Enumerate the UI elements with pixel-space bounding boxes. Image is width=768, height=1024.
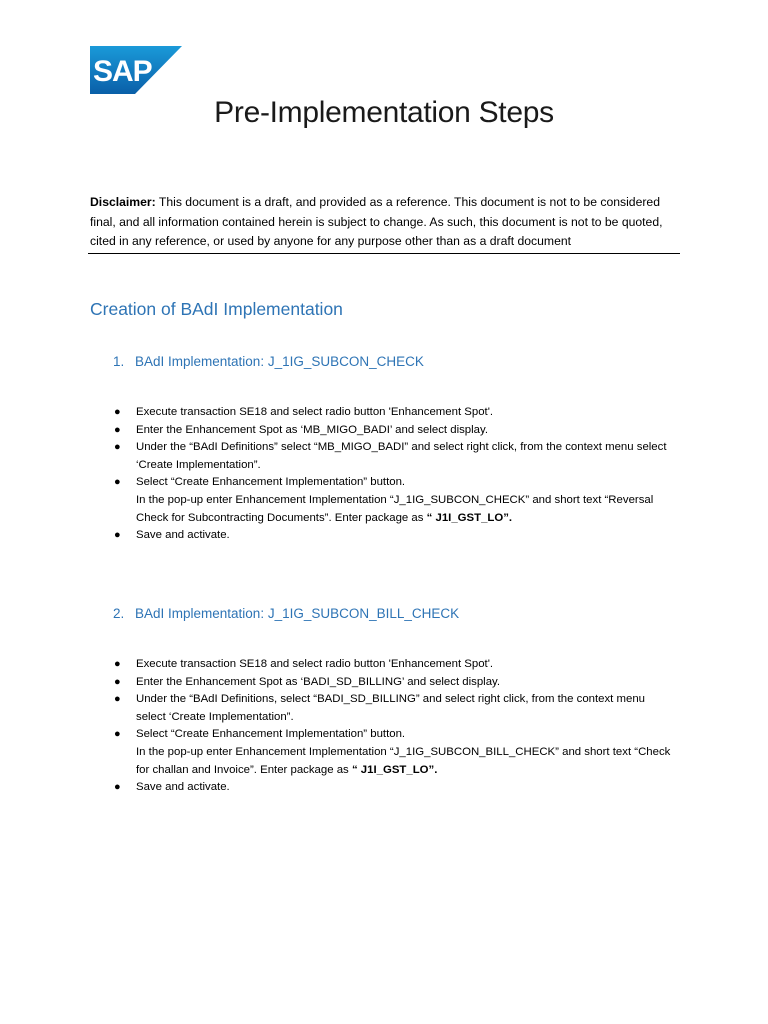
list-item xyxy=(112,404,672,422)
subsection-1-bullet-list xyxy=(112,404,672,545)
sap-logo-text: SAP xyxy=(93,55,152,88)
section-heading: Creation of BAdI Implementation xyxy=(90,299,343,319)
list-item xyxy=(112,691,672,726)
subsection-1-title: BAdI Implementation: J_1IG_SUBCON_CHECK xyxy=(135,354,424,369)
list-item-text: In the pop-up enter Enhancement Implementation “J_1IG_SUBCON_BILL_CHECK” and short text “Check for challan and Invoice”. Enter package as xyxy=(136,745,671,776)
divider-rule xyxy=(88,253,680,254)
bullet-icon: ● xyxy=(114,728,121,741)
subsection-1-heading xyxy=(113,354,424,369)
subsection-2-bullet-list xyxy=(112,656,672,797)
list-item xyxy=(112,439,672,474)
list-item-text: Select “Create Enhancement Implementation” button. xyxy=(136,476,406,489)
list-item xyxy=(112,527,672,545)
list-item-text: Execute transaction SE18 and select radio button 'Enhancement Spot'. xyxy=(136,658,494,670)
list-item-text: In the pop-up enter Enhancement Implementation “J_1IG_SUBCON_CHECK” and short text “Reversal Check for Subcontracting Documents”. Enter package as xyxy=(136,493,654,524)
bullet-icon: ● xyxy=(114,658,121,670)
list-item-text: Execute transaction SE18 and select radio button 'Enhancement Spot'. xyxy=(136,406,494,418)
list-item xyxy=(112,422,672,440)
package-name: “ J1I_GST_LO”. xyxy=(351,763,438,776)
disclaimer-text: This document is a draft, and provided as a reference. This document is not to be considered final, and all information contained herein is subject to change. As such, this document is not to be quoted, cited in any reference, or used by anyone for any purpose other than as a draft document xyxy=(90,195,663,248)
list-item-text: Enter the Enhancement Spot as ‘BADI_SD_BILLING’ and select display. xyxy=(136,675,501,688)
list-item xyxy=(112,656,672,674)
bullet-icon: ● xyxy=(114,675,121,688)
list-item-text: Select “Create Enhancement Implementation” button. xyxy=(136,728,406,741)
package-name: “ J1I_GST_LO”. xyxy=(426,511,513,524)
svg-text:®: ® xyxy=(146,86,152,93)
sap-logo xyxy=(90,46,182,94)
list-item-text: Save and activate. xyxy=(136,781,230,794)
list-item-text: Enter the Enhancement Spot as ‘MB_MIGO_BADI’ and select display. xyxy=(136,423,489,436)
bullet-icon: ● xyxy=(114,693,121,706)
list-item xyxy=(112,674,672,692)
disclaimer-paragraph xyxy=(90,193,682,252)
list-item-text: Under the “BAdI Definitions” select “MB_MIGO_BADI” and select right click, from the context menu select ‘Create Implementation”. xyxy=(136,441,667,471)
subsection-1-number: 1. xyxy=(113,354,125,369)
list-item xyxy=(112,474,672,527)
bullet-icon: ● xyxy=(114,476,121,489)
page-title: Pre-Implementation Steps xyxy=(214,96,554,129)
list-item xyxy=(112,779,672,797)
subsection-2-number: 2. xyxy=(113,606,125,621)
bullet-icon: ● xyxy=(114,406,121,418)
disclaimer-label: Disclaimer: xyxy=(90,195,156,209)
bullet-icon: ● xyxy=(114,441,121,454)
list-item-text: Under the “BAdI Definitions, select “BADI_SD_BILLING” and select right click, from the context menu select ‘Create Implementation”. xyxy=(136,693,646,723)
bullet-icon: ● xyxy=(114,423,121,436)
bullet-icon: ● xyxy=(114,529,121,542)
list-item xyxy=(112,726,672,779)
subsection-2-heading xyxy=(113,606,459,621)
bullet-icon: ● xyxy=(114,781,121,794)
list-item-text: Save and activate. xyxy=(136,529,230,542)
subsection-2-title: BAdI Implementation: J_1IG_SUBCON_BILL_CHECK xyxy=(135,606,460,621)
